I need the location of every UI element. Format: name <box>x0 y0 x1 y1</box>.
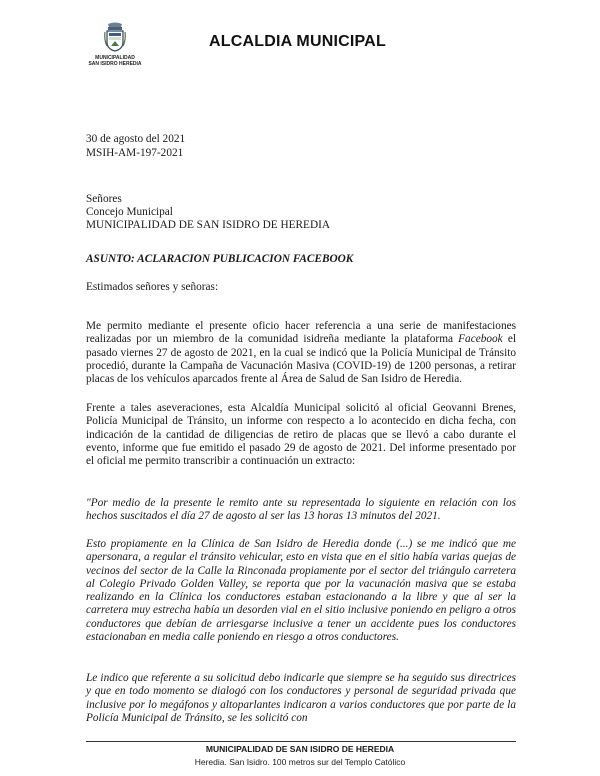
letter-subject: ASUNTO: ACLARACION PUBLICACION FACEBOOK <box>86 253 354 265</box>
page-title: ALCALDIA MUNICIPAL <box>209 33 386 50</box>
paragraph-1-text-a: Me permito mediante el presente oficio hacer referencia a una serie de manifestaciones realizadas por un miembro de la comunidad isidreña mediante la plataforma <box>86 320 516 346</box>
recipient-line: MUNICIPALIDAD DE SAN ISIDRO DE HEREDIA <box>86 219 331 231</box>
footer-divider <box>86 741 516 742</box>
recipient-line: Señores <box>86 193 122 205</box>
letter-greeting: Estimados señores y señoras: <box>86 281 219 293</box>
footer-address: Heredia. San Isidro. 100 metros sur del Templo Católico <box>194 757 406 767</box>
paragraph-1 <box>86 320 516 386</box>
letter-reference: MSIH-AM-197-2021 <box>86 147 184 159</box>
logo-block <box>70 22 160 67</box>
paragraph-2: Frente a tales aseveraciones, esta Alcaldía Municipal solicitó al oficial Geovanni Brenes, Policía Municipal de Tránsito, un informe con respecto a lo acontecido en dicha fecha, con indicación de la cantidad de diligencias de retiro de placas que se llevó a cabo durante el evento, informe que fue emitido el pasado 29 de agosto de 2021. Del informe presentado por el oficial me permito transcribir a continuación un extracto: <box>86 402 516 468</box>
quote-paragraph-1: "Por medio de la presente le remito ante su representada lo siguiente en relación con los hechos suscitados el día 27 de agosto al ser las 13 horas 13 minutos del 2021. <box>86 497 516 523</box>
recipient-line: Concejo Municipal <box>86 206 173 218</box>
paragraph-1-text-b: el pasado viernes 27 de agosto de 2021, en la cual se indicó que la Policía Municipal de Tránsito procedió, durante la Campaña de Vacunación Masiva (COVID-19) de 1200 personas, a retirar placas de los vehículos aparcados frente al Área de Salud de San Isidro de Heredia. <box>86 333 517 386</box>
coat-of-arms-icon <box>104 22 126 52</box>
quote-paragraph-2: Esto propiamente en la Clínica de San Isidro de Heredia donde (...) se me indicó que me apersonara, a regular el tránsito vehicular, esto en vista que en el sitio había varias quejas de vecinos del sector de la Calle la Rinconada propiamente por el sector del triángulo carretera al Colegio Privado Golden Valley, se reporta que por la vacunación masiva que se estaba realizando en la Clínica los conductores estaban estacionando a la libre y que al ser la carretera muy estrecha había un desorden vial en el sitio inclusive poniendo en peligro a otros conductores que debían de arriesgarse inclusive a tener un accidente pues los conductores estacionaban en media calle poniendo en riesgo a otros conductores. <box>86 538 516 644</box>
recipient-block <box>86 193 516 232</box>
logo-caption-line-1: MUNICIPALIDAD <box>95 55 135 61</box>
logo-caption-line-2: SAN ISIDRO HEREDIA <box>88 61 142 67</box>
letter-date: 30 de agosto del 2021 <box>86 133 186 145</box>
footer-institution: MUNICIPALIDAD DE SAN ISIDRO DE HEREDIA <box>205 744 395 754</box>
facebook-emphasis: Facebook <box>458 333 503 346</box>
quote-paragraph-3: Le indico que referente a su solicitud debo indicarle que siempre se ha seguido sus directrices y que en todo momento se dialogó con los conductores y personal de seguridad privada que inclusive por lo megáfonos y altoparlantes indicaron a varios conductores que por parte de la Policía Municipal de Tránsito, se les solicitó con <box>86 672 516 724</box>
